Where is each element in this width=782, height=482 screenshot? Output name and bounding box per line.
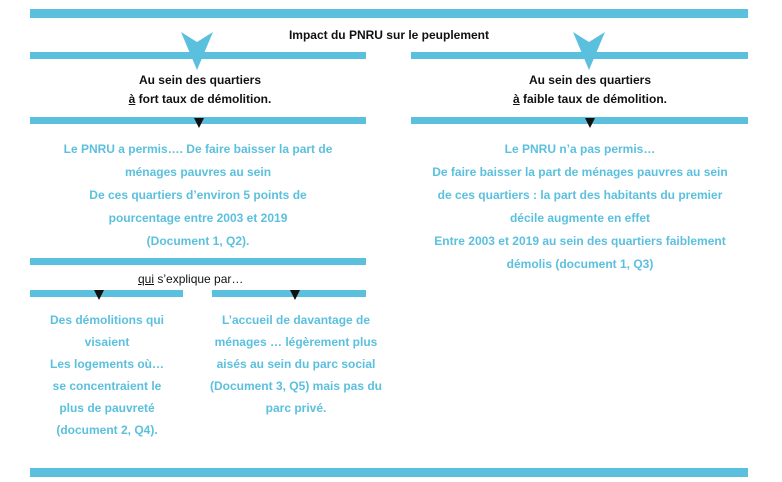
right-body-line: Le PNRU n’a pas permis… xyxy=(504,142,656,156)
sub-left-line: visaient xyxy=(84,335,130,349)
bottom-bar xyxy=(30,468,748,477)
connector-text xyxy=(138,272,338,286)
right-heading-underlined: à xyxy=(512,92,520,106)
left-body-text xyxy=(30,138,366,253)
sub-left-text xyxy=(18,309,196,441)
sub-right-line: L’accueil de davantage de xyxy=(221,313,371,327)
left-heading-underlined: à xyxy=(128,92,136,106)
right-heading xyxy=(480,71,700,109)
sub-left-line: Des démolitions qui xyxy=(49,313,164,327)
sub-left-bar xyxy=(30,290,183,297)
left-body-line: Le PNRU a permis…. De faire baisser la part de xyxy=(63,142,333,156)
connector-rest: s’explique par… xyxy=(154,272,244,286)
sub-right-line: ménages … légèrement plus xyxy=(214,335,378,349)
right-heading-line1: Au sein des quartiers xyxy=(528,73,652,87)
left-heading-line2: fort taux de démolition. xyxy=(135,92,272,106)
right-body-line: décile augmente en effet xyxy=(509,211,651,225)
sub-right-line: parc privé. xyxy=(265,401,327,415)
top-bar xyxy=(30,9,748,18)
sub-right-bar xyxy=(212,290,366,297)
right-body-line: de ces quartiers : la part des habitants du premier xyxy=(437,188,723,202)
left-body-line: pourcentage entre 2003 et 2019 xyxy=(108,211,288,225)
left-body-line: ménages pauvres au sein xyxy=(124,165,272,179)
right-heading-bottom-bar xyxy=(411,117,748,124)
right-down-marker-icon xyxy=(585,118,595,128)
connector-bar xyxy=(30,258,366,265)
sub-left-line: (document 2, Q4). xyxy=(56,423,158,437)
sub-left-line: Les logements où… xyxy=(49,357,165,371)
sub-right-down-marker-icon xyxy=(290,290,300,300)
sub-left-line: plus de pauvreté xyxy=(59,401,155,415)
diagram-title: Impact du PNRU sur le peuplement xyxy=(288,28,490,42)
sub-right-line: (Document 3, Q5) mais pas du xyxy=(209,379,383,393)
connector-underlined: qui xyxy=(138,272,155,286)
right-body-line: Entre 2003 et 2019 au sein des quartiers faiblement xyxy=(434,234,726,248)
right-body-line: De faire baisser la part de ménages pauvres au sein xyxy=(432,165,728,179)
left-body-line: (Document 1, Q2). xyxy=(146,234,250,248)
left-heading-line1: Au sein des quartiers xyxy=(138,73,262,87)
sub-right-line: aisés au sein du parc social xyxy=(216,357,376,371)
right-heading-line2: faible taux de démolition. xyxy=(519,92,668,106)
sub-left-line: se concentraient le xyxy=(52,379,162,393)
left-down-marker-icon xyxy=(194,118,204,128)
right-body-line: démolis (document 1, Q3) xyxy=(506,257,654,271)
left-heading xyxy=(90,71,310,109)
left-body-line: De ces quartiers d’environ 5 points de xyxy=(89,188,307,202)
sub-right-text xyxy=(196,309,396,419)
sub-left-down-marker-icon xyxy=(94,290,104,300)
right-body-text xyxy=(405,138,755,276)
